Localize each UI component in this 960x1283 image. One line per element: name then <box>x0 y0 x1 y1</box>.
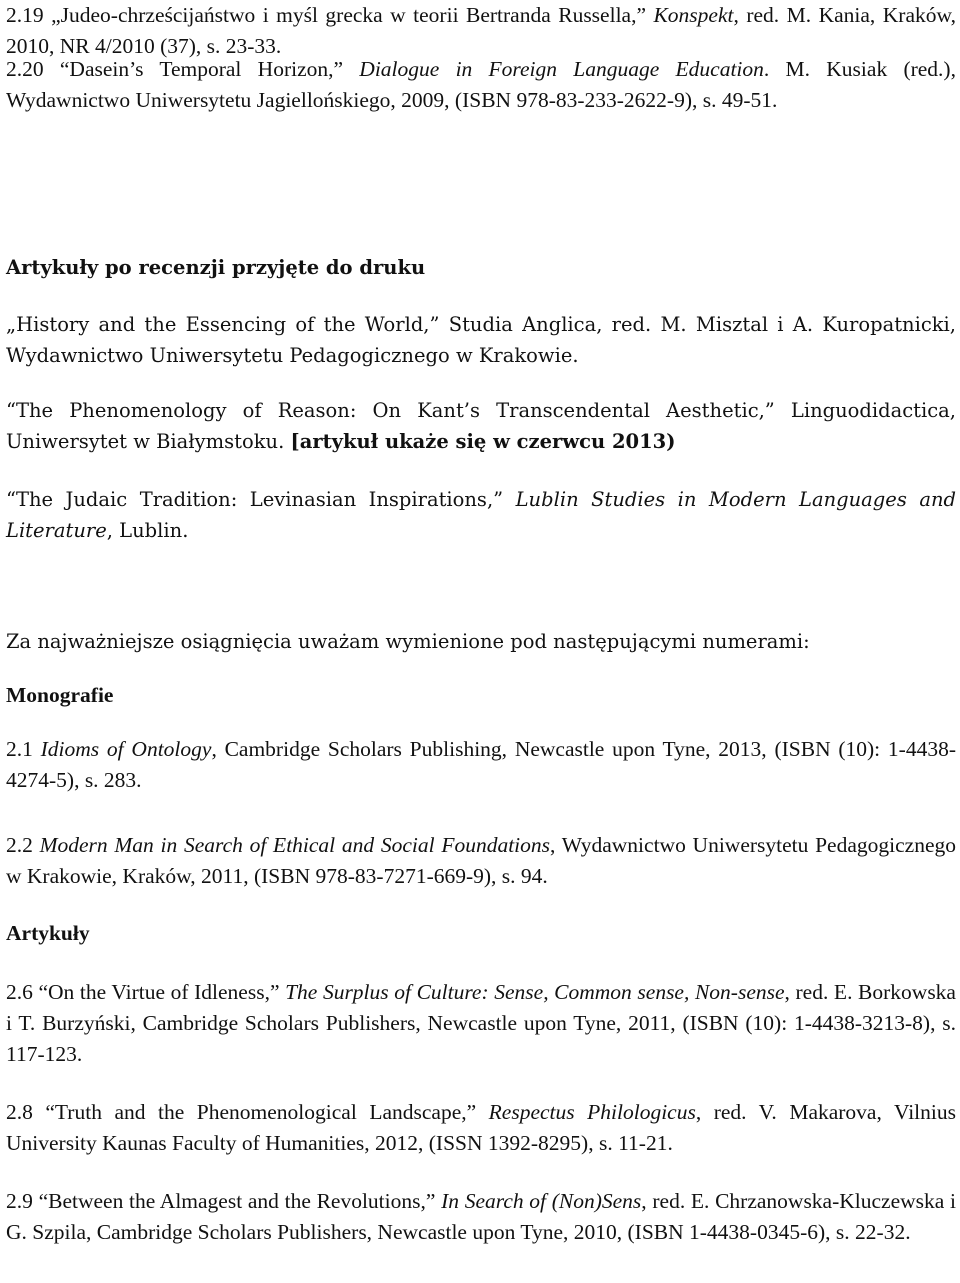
monograph-2-1: 2.1 Idioms of Ontology, Cambridge Scholars Publishing, Newcastle upon Tyne, 2013, (ISBN (10): 1-4438-4274-5), s. 283. <box>6 737 956 792</box>
entry-2-20: 2.20 “Dasein’s Temporal Horizon,” Dialogue in Foreign Language Education. M. Kusiak (red.), Wydawnictwo Uniwersytetu Jagiellońskiego, 2009, (ISBN 978-83-233-2622-9), s. 49-51. <box>6 57 956 112</box>
in-press-item-judaic: “The Judaic Tradition: Levinasian Inspirations,” Lublin Studies in Modern Languages and Literature, Lublin. <box>6 488 956 542</box>
in-press-item-history: „History and the Essencing of the World,” Studia Anglica, red. M. Misztal i A. Kuropatnicki, Wydawnictwo Uniwersytetu Pedagogicznego w Krakowie. <box>6 313 956 367</box>
artykuly-heading: Artykuły <box>6 921 90 945</box>
in-press-item-phenomenology: “The Phenomenology of Reason: On Kant’s Transcendental Aesthetic,” Linguodidactica, Uniwersytet w Białymstoku. [artykuł ukaże się w czerwcu 2013) <box>6 399 956 453</box>
monografie-heading: Monografie <box>6 683 114 707</box>
achievements-intro: Za najważniejsze osiągnięcia uważam wymienione pod następującymi numerami: <box>6 630 810 653</box>
article-2-8: 2.8 “Truth and the Phenomenological Landscape,” Respectus Philologicus, red. V. Makarova, Vilnius University Kaunas Faculty of Humanities, 2012, (ISSN 1392-8295), s. 11-21. <box>6 1100 956 1155</box>
monograph-2-2: 2.2 Modern Man in Search of Ethical and Social Foundations, Wydawnictwo Uniwersytetu Pedagogicznego w Krakowie, Kraków, 2011, (ISBN 978-83-7271-669-9), s. 94. <box>6 833 956 888</box>
article-2-9: 2.9 “Between the Almagest and the Revolutions,” In Search of (Non)Sens, red. E. Chrzanowska-Kluczewska i G. Szpila, Cambridge Scholars Publishers, Newcastle upon Tyne, 2010, (ISBN 1-4438-0345-6), s. 22-32. <box>6 1189 956 1244</box>
article-2-6: 2.6 “On the Virtue of Idleness,” The Surplus of Culture: Sense, Common sense, Non-sense, red. E. Borkowska i T. Burzyński, Cambridge Scholars Publishers, Newcastle upon Tyne, 2011, (ISBN (10): 1-4438-3213-8), s. 117-123. <box>6 980 956 1066</box>
entry-2-19: 2.19 „Judeo-chrześcijaństwo i myśl grecka w teorii Bertranda Russella,” Konspekt, red. M. Kania, Kraków, 2010, NR 4/2010 (37), s. 23-33. <box>6 3 956 58</box>
in-press-heading: Artykuły po recenzji przyjęte do druku <box>6 256 426 279</box>
